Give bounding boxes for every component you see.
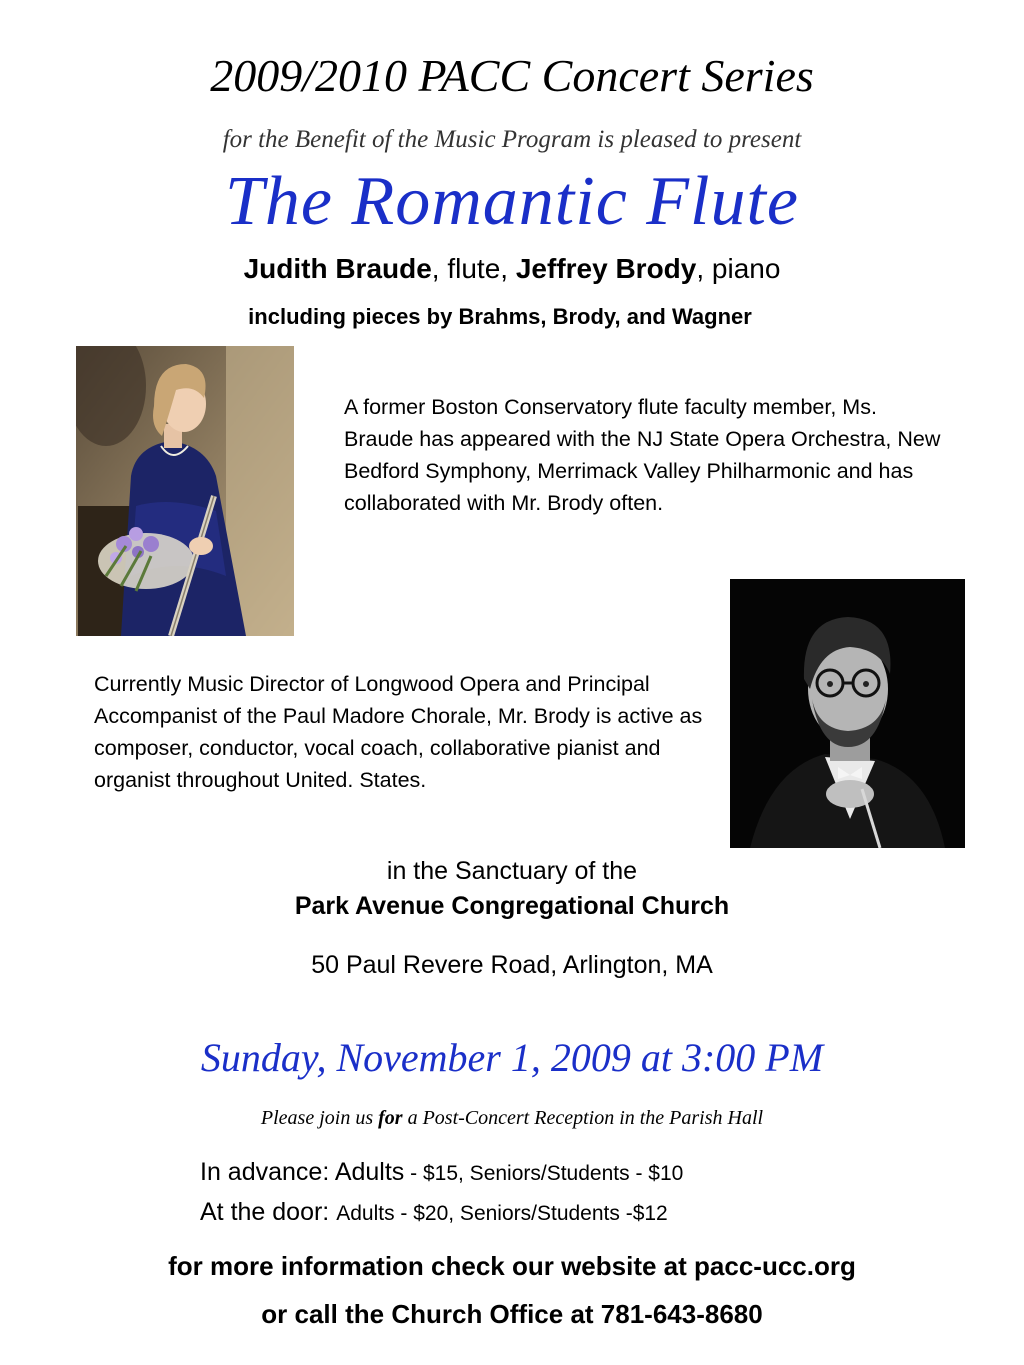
reception-bold: for [378, 1107, 403, 1129]
reception-pre: Please join us [260, 1107, 379, 1129]
concert-date: Sunday, November 1, 2009 at 3:00 PM [200, 1035, 824, 1080]
flutist-name: Judith Braude [243, 253, 432, 284]
program-note: including pieces by Brahms, Brody, and Wagner [248, 304, 752, 329]
price-advance [200, 1155, 900, 1191]
pianist-role: , piano [696, 253, 781, 284]
website-line: for more information check our website at pacc-ucc.org [168, 1251, 856, 1281]
performers-line [0, 250, 1024, 288]
brody-photo [730, 579, 965, 848]
venue-intro: in the Sanctuary of the [386, 857, 638, 885]
advance-label: In advance: Adults [200, 1158, 405, 1186]
reception-note [0, 1104, 1024, 1132]
venue-address: 50 Paul Revere Road, Arlington, MA [311, 951, 713, 979]
venue-name: Park Avenue Congregational Church [294, 892, 730, 920]
subtitle: for the Benefit of the Music Program is pleased to present [222, 126, 802, 153]
advance-prices: - $15, Seniors/Students - $10 [404, 1162, 684, 1185]
pianist-name: Jeffrey Brody [515, 253, 697, 284]
price-door [200, 1195, 900, 1231]
brody-bio: Currently Music Director of Longwood Opera and Principal Accompanist of the Paul Madore Chorale, Mr. Brody is active as composer, conductor, vocal coach, collaborative pianist and organist throughout United. States. [94, 672, 703, 792]
door-prices: Adults - $20, Seniors/Students -$12 [336, 1202, 668, 1225]
series-title: 2009/2010 PACC Concert Series [210, 50, 814, 101]
braude-photo [76, 346, 294, 636]
braude-bio: A former Boston Conservatory flute faculty member, Ms. Braude has appeared with the NJ State Opera Orchestra, New Bedford Symphony, Merrimack Valley Philharmonic and has collaborated with Mr. Brody often. [344, 395, 941, 515]
flutist-role: , flute, [431, 253, 516, 284]
phone-line: or call the Church Office at 781-643-8680 [261, 1299, 763, 1329]
door-label: At the door: [200, 1198, 337, 1226]
main-title: The Romantic Flute [224, 163, 799, 240]
reception-post: a Post-Concert Reception in the Parish Hall [402, 1107, 764, 1129]
